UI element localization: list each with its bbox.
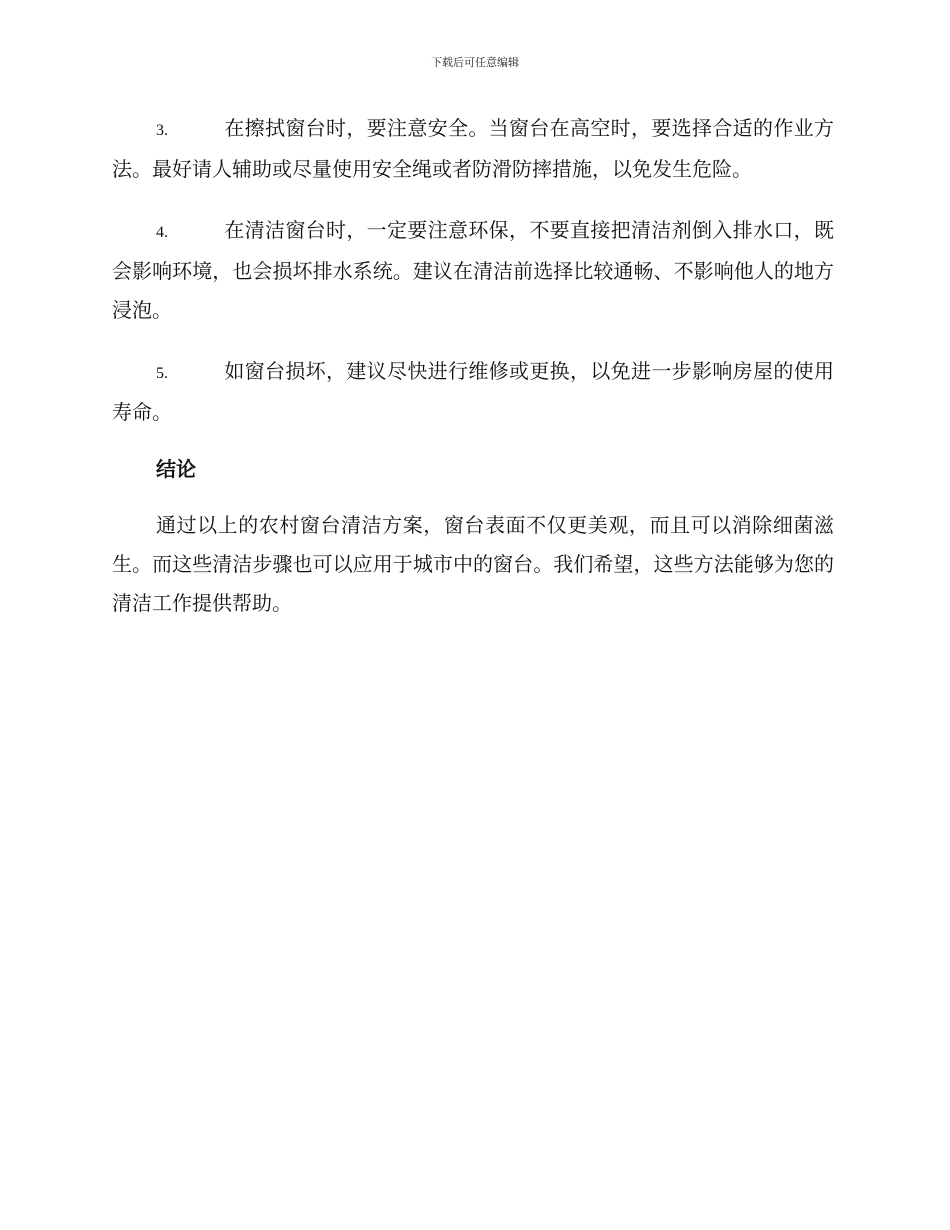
conclusion-heading: 结论	[156, 457, 196, 481]
list-item-number: 4.	[156, 224, 168, 241]
list-item-text: 在擦拭窗台时，要注意安全。当窗台在高空时，要选择合适的作业方法。最好请人辅助或尽量使用安全绳或者防滑防摔措施，以免发生危险。	[112, 116, 834, 181]
list-item-4	[112, 211, 834, 330]
list-item-5	[112, 352, 834, 432]
list-item-number: 3.	[156, 122, 168, 139]
list-item-3	[112, 109, 834, 189]
list-item-number: 5.	[156, 365, 168, 382]
page-header: 下载后可任意编辑	[431, 56, 519, 69]
conclusion-paragraph: 通过以上的农村窗台清洁方案，窗台表面不仅更美观，而且可以消除细菌滋生。而这些清洁步骤也可以应用于城市中的窗台。我们希望，这些方法能够为您的清洁工作提供帮助。	[112, 513, 834, 615]
list-item-text: 在清洁窗台时，一定要注意环保，不要直接把清洁剂倒入排水口，既会影响环境，也会损坏排水系统。建议在清洁前选择比较通畅、不影响他人的地方浸泡。	[112, 218, 834, 322]
document-body	[112, 109, 834, 645]
list-item-text: 如窗台损坏，建议尽快进行维修或更换，以免进一步影响房屋的使用寿命。	[112, 359, 834, 424]
